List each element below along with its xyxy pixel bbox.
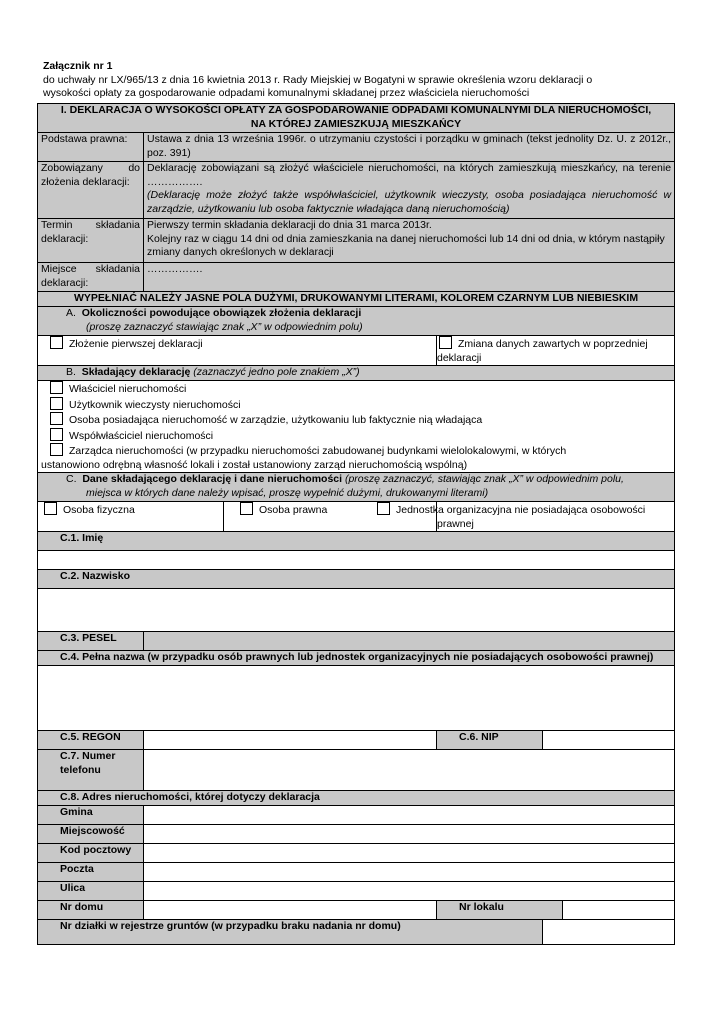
nr-row: [38, 901, 675, 920]
podstawa-text: Ustawa z dnia 13 września 1996r. o utrzymaniu czystości i porządku w gminach (tekst jednolity Dz. U. z 2012r., poz. 391): [144, 133, 675, 162]
c3-input[interactable]: [144, 632, 675, 651]
c3-label: C.3. PESEL: [38, 632, 144, 651]
resolution-line: do uchwały nr LX/965/13 z dnia 16 kwietnia 2013 r. Rady Miejskiej w Bogatyni w sprawie określenia wzoru deklaracji o: [43, 73, 593, 86]
owner-checkbox[interactable]: [50, 381, 63, 394]
declaration-form: [37, 103, 675, 945]
fill-instruction: WYPEŁNIAĆ NALEŻY JASNE POLA DUŻYMI, DRUKOWANYMI LITERAMI, KOLOREM CZARNYM LUB NIEBIESKIM: [38, 292, 675, 307]
c8-row: [38, 791, 675, 806]
section-a-prefix: A.: [66, 307, 76, 319]
nrdomu-input[interactable]: [144, 901, 437, 920]
section-c-title: Dane składającego deklarację i dane nieruchomości: [82, 473, 343, 485]
form-title: I. DEKLARACJA O WYSOKOŚCI OPŁATY ZA GOSPODAROWANIE ODPADAMI KOMUNALNYMI DLA NIERUCHOMOŚCI,: [60, 104, 652, 116]
kod-input[interactable]: [144, 844, 675, 863]
section-b-title: Składający deklarację: [81, 366, 191, 378]
gmina-label: Gmina: [38, 806, 144, 825]
section-a-title: Okoliczności powodujące obowiązek złożenia deklaracji: [81, 307, 362, 319]
miejsce-value: …………….: [144, 263, 675, 292]
c7-input[interactable]: [144, 750, 675, 791]
miejsce-row: [38, 263, 675, 292]
c8-label: C.8. Adres nieruchomości, której dotyczy deklaracja: [38, 791, 675, 806]
dzialka-label: Nr działki w rejestrze gruntów (w przypadku braku nadania nr domu): [38, 920, 543, 945]
c2-input[interactable]: [38, 589, 675, 632]
manager-label: Zarządca nieruchomości (w przypadku nieruchomości zabudowanej budynkami wielolokalowymi, w których: [69, 445, 567, 457]
data-change-checkbox[interactable]: [439, 336, 452, 349]
legal-person-checkbox[interactable]: [240, 502, 253, 515]
owner-label: Właściciel nieruchomości: [69, 383, 187, 395]
c6-label: C.6. NIP: [437, 731, 543, 750]
c6-input[interactable]: [543, 731, 675, 750]
perpetual-user-checkbox[interactable]: [50, 397, 63, 410]
c1-label: C.1. Imię: [38, 532, 675, 551]
manager-checkbox[interactable]: [50, 443, 63, 456]
ulica-input[interactable]: [144, 882, 675, 901]
section-c-note: (proszę zaznaczyć, stawiając znak „X” w odpowiednim polu,: [344, 473, 624, 485]
first-declaration-label: Złożenie pierwszej deklaracji: [69, 338, 203, 350]
zobowiazany-note: (Deklarację może złożyć także współwłaściciel, użytkownik wieczysty, osoba posiadająca nieruchomość w zarządzie, użytkowaniu lub osoba faktycznie władająca daną nieruchomością): [147, 189, 672, 215]
c5-c6-row: [38, 731, 675, 750]
termin-label: Termin składania deklaracji:: [38, 219, 144, 263]
possessor-checkbox[interactable]: [50, 412, 63, 425]
miejsce-label: Miejsce składania deklaracji:: [38, 263, 144, 292]
resolution-line-2: wysokości opłaty za gospodarowanie odpadami komunalnymi składanej przez właściciela nieruchomości: [43, 87, 530, 99]
form-title-2: NA KTÓREJ ZAMIESZKUJĄ MIESZKAŃCY: [250, 117, 462, 130]
termin-line1: Pierwszy termin składania deklaracji do dnia 31 marca 2013r.: [147, 219, 432, 231]
c2-label: C.2. Nazwisko: [38, 570, 675, 589]
co-owner-checkbox[interactable]: [50, 428, 63, 441]
section-b-prefix: B.: [66, 366, 76, 378]
c2-row: [38, 570, 675, 589]
c4-input[interactable]: [38, 666, 675, 731]
nrlokalu-label: Nr lokalu: [437, 901, 563, 920]
document-header: [43, 60, 683, 101]
zobowiazany-text: Deklarację zobowiązani są złożyć właściciele nieruchomości, na których zamieszkują mieszkańcy, na terenie …………….: [147, 162, 672, 188]
c1-row: [38, 532, 675, 551]
poczta-label: Poczta: [38, 863, 144, 882]
ulica-row: [38, 882, 675, 901]
section-c-prefix: C.: [66, 473, 77, 485]
c7-label: C.7. Numer: [60, 750, 116, 762]
perpetual-user-label: Użytkownik wieczysty nieruchomości: [69, 398, 241, 411]
section-b-note: (zaznaczyć jedno pole znakiem „X”): [193, 366, 360, 378]
title-row: [38, 104, 675, 133]
instruction-row: [38, 292, 675, 307]
co-owner-label: Współwłaściciel nieruchomości: [69, 429, 214, 442]
poczta-input[interactable]: [144, 863, 675, 882]
c1-input[interactable]: [38, 551, 675, 570]
section-c-note-2: miejsca w których dane należy wpisać, proszę wypełnić dużymi, drukowanymi literami): [86, 486, 489, 499]
first-declaration-checkbox[interactable]: [50, 336, 63, 349]
c5-input[interactable]: [144, 731, 437, 750]
c5-label: C.5. REGON: [38, 731, 144, 750]
termin-row: [38, 219, 675, 263]
section-c-header: [38, 473, 675, 502]
poczta-row: [38, 863, 675, 882]
miejscowosc-row: [38, 825, 675, 844]
natural-person-checkbox[interactable]: [44, 502, 57, 515]
podstawa-label: Podstawa prawna:: [38, 133, 144, 162]
zobowiazany-label: Zobowiązany do złożenia deklaracji:: [38, 162, 144, 219]
annex-title: Załącznik nr 1: [43, 60, 113, 72]
nrlokalu-input[interactable]: [563, 901, 675, 920]
section-a-note: (proszę zaznaczyć stawiając znak „X” w odpowiednim polu): [86, 320, 363, 333]
c4-label: C.4. Pełna nazwa (w przypadku osób prawnych lub jednostek organizacyjnych nie posiadających osobowości prawnej): [38, 651, 675, 666]
termin-line2: Kolejny raz w ciągu 14 dni od dnia zamieszkania na danej nieruchomości lub 14 dni od dnia, w którym nastąpiły zmiany danych określonych w deklaracji: [147, 232, 665, 258]
nrdomu-label: Nr domu: [38, 901, 144, 920]
section-b-options: [38, 381, 675, 473]
miejscowosc-label: Miejscowość: [38, 825, 144, 844]
gmina-row: [38, 806, 675, 825]
kod-label: Kod pocztowy: [38, 844, 144, 863]
org-unit-label: Jednostka organizacyjna nie posiadająca osobowości prawnej: [396, 504, 646, 530]
dzialka-input[interactable]: [543, 920, 675, 945]
section-a-options: [38, 336, 675, 366]
kod-row: [38, 844, 675, 863]
legal-person-label: Osoba prawna: [259, 504, 328, 516]
c7-label-2: telefonu: [60, 763, 101, 776]
data-change-label: Zmiana danych zawartych w poprzedniej deklaracji: [437, 338, 648, 364]
gmina-input[interactable]: [144, 806, 675, 825]
possessor-label: Osoba posiadająca nieruchomość w zarządzie, użytkowaniu lub faktycznie nią władająca: [69, 414, 483, 426]
section-a-header: [38, 307, 675, 336]
c4-row: [38, 651, 675, 666]
dzialka-row: [38, 920, 675, 945]
miejscowosc-input[interactable]: [144, 825, 675, 844]
section-b-header: [38, 366, 675, 381]
c7-row: [38, 750, 675, 791]
manager-label-cont: ustanowiono odrębną własność lokali i został ustanowiony zarząd nieruchomością wspólną): [41, 458, 468, 471]
zobowiazany-row: [38, 162, 675, 219]
org-unit-checkbox[interactable]: [377, 502, 390, 515]
ulica-label: Ulica: [38, 882, 144, 901]
section-c-options: [38, 502, 675, 532]
podstawa-row: [38, 133, 675, 162]
c3-row: [38, 632, 675, 651]
natural-person-label: Osoba fizyczna: [63, 504, 135, 516]
